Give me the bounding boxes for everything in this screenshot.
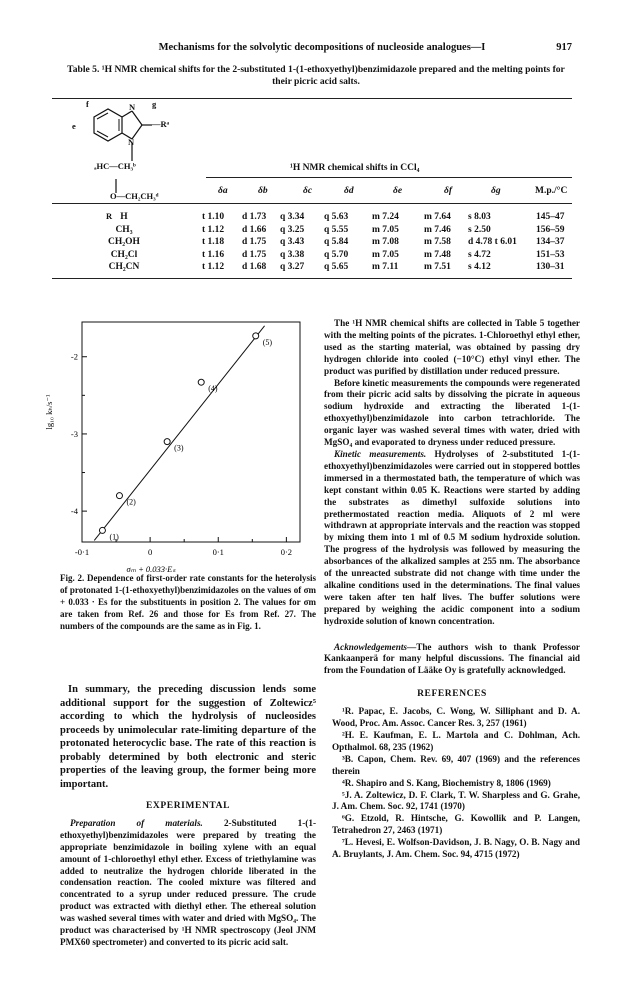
kinetic-text: Hydrolyses of 2-substituted 1-(1-ethoxyethyl)benzimidazoles were carried out in stoppered bottles immersed in a thermostated bath, the temperature of which was kept constant within 0.05 K. Reactions were started by adding the substrates as dimethyl sulfoxide solutions into prethermostated reaction media. Aliquots of 2 ml were withdrawn at appropriate intervals and the reaction was stopped by mixing them into 1 ml of 0.5 M sodium hydroxide solution. The progress of the hydrolysis was followed by measuring the absorbances of the alkalized samples at 255 nm. The absorbance of the unreacted substrate did not change with time under the alkaline conditions used in the determinations. The final values were taken after ten half lives. The buffer solutions were prepared by weighing the acidic component into a sodium hydroxide solution of known concentration. [324, 448, 580, 626]
preparation-paragraph [60, 818, 316, 949]
table-cell-d: q 5.70 [324, 249, 349, 260]
table-cell-g: s 4.12 [468, 262, 491, 273]
kinetic-paragraph [324, 449, 580, 628]
table-cell-d: q 5.84 [324, 237, 349, 248]
table-cell-b: d 1.66 [242, 224, 267, 235]
table-cell-r: H [120, 212, 128, 222]
table-cell-c: q 3.25 [280, 224, 305, 235]
page-number: 917 [556, 42, 572, 53]
table-cell-c: q 3.43 [280, 237, 305, 248]
data-point [198, 379, 204, 385]
label-ethyl-ring: ₐHC—CH₃ᵇ [94, 161, 136, 171]
reference-item: ⁴R. Shapiro and S. Kang, Biochemistry 8, 1806 (1969) [342, 777, 551, 788]
table-cell-mp: 156–59 [536, 224, 565, 235]
label-f: f [86, 99, 89, 109]
acknowledgements-title: Acknowledgements [334, 641, 407, 652]
data-point [99, 527, 105, 533]
table-cell-r: CH₂Cl [110, 249, 138, 260]
plot-frame [82, 322, 300, 542]
label-e: e [72, 121, 76, 131]
table-cell-a: t 1.18 [202, 237, 225, 248]
nmr-paragraph: The ¹H NMR chemical shifts are collected in Table 5 together with the melting points of the picrates. 1-Chloroethyl ethyl ether, used as the starting material, was obtained by passing dry hydrogen chloride into cooled (−10°C) ethyl vinyl ether. The product was purified by distillation under reduced pressure. [324, 318, 580, 376]
table-cell-mp: 134–37 [536, 237, 565, 248]
col-head-f: δf [444, 186, 453, 196]
table-cell-r: CH₃ [115, 224, 133, 235]
table-cell-g: d 4.78 t 6.01 [468, 237, 517, 248]
table-row [52, 262, 572, 274]
table-cell-e: m 7.08 [372, 237, 399, 248]
table-cell-e: m 7.05 [372, 224, 399, 235]
table-cell-g: s 4.72 [468, 249, 491, 260]
table-row [52, 250, 572, 262]
table-cell-a: t 1.12 [202, 224, 225, 235]
reference-item: ²H. E. Kaufman, E. L. Martola and C. Dohlman, Ach. Opthalmol. 68, 235 (1962) [332, 730, 580, 752]
table-cell-f: m 7.58 [424, 237, 451, 248]
col-head-d: δd [344, 186, 354, 196]
table-row [52, 212, 572, 224]
kinetic-title: Kinetic measurements. [334, 448, 427, 459]
point-label: (2) [126, 497, 136, 507]
table-bottom-rule [52, 278, 572, 279]
table-cell-c: q 3.34 [280, 212, 305, 222]
data-point [253, 333, 259, 339]
running-head: Mechanisms for the solvolytic decompositions of nucleoside analogues—I [158, 42, 486, 53]
table-cell-r: CH₂CN [108, 262, 140, 273]
table-cell-g: s 2.50 [468, 224, 491, 235]
point-label: (5) [262, 337, 273, 347]
x-tick-label: -0·1 [74, 547, 90, 557]
figure-2 [38, 316, 313, 578]
table-cell-d: q 5.63 [324, 212, 349, 222]
table-row [52, 225, 572, 237]
col-head-a: δa [218, 186, 228, 196]
y-axis-label: lg₁₀ kₕ/s⁻¹ [44, 394, 54, 430]
left-column [60, 683, 316, 949]
right-column [324, 318, 580, 861]
col-head-g: δg [491, 186, 501, 196]
reference-item: ³B. Capon, Chem. Rev. 69, 407 (1969) and the references therein [332, 753, 580, 776]
data-point [164, 439, 170, 445]
table-row [52, 237, 572, 249]
label-ra: —Rᵃ [152, 119, 170, 129]
nmr-header-rule [206, 177, 572, 178]
label-g: g [152, 99, 157, 109]
table-cell-f: m 7.51 [424, 262, 451, 273]
structure-drawing [66, 99, 206, 229]
point-label: (4) [208, 384, 218, 394]
table-cell-e: m 7.24 [372, 212, 399, 222]
x-tick-label: 0·2 [280, 547, 293, 557]
summary-paragraph: In summary, the preceding discussion lends some additional support for the suggestion of Zoltewicz⁵ according to which the hydrolysis of nucleosides proceeds by unimolecular rate-limiting departure of the protonated heterocyclic base. The rate of this reaction is probably determined by both electronic and steric properties of the leaving group, the former being more important. [60, 684, 316, 790]
table-cell-f: m 7.46 [424, 224, 451, 235]
label-ethoxy: O—CH₂CH₃ᵈ [110, 191, 159, 201]
table-cell-mp: 130–31 [536, 262, 565, 273]
label-r: R [106, 211, 113, 221]
table-cell-mp: 151–53 [536, 249, 565, 260]
table-cell-a: t 1.12 [202, 262, 225, 273]
table-cell-d: q 5.55 [324, 224, 349, 235]
table-cell-c: q 3.27 [280, 262, 305, 273]
references-heading: REFERENCES [417, 689, 487, 700]
col-head-e: δe [393, 186, 403, 196]
col-head-mp: M.p./°C [535, 186, 568, 196]
point-label: (3) [174, 443, 184, 453]
table-cell-c: q 3.38 [280, 249, 305, 260]
table-cell-a: t 1.10 [202, 212, 225, 222]
acknowledgements-text: —The authors wish to thank Professor Kankaanperä for many helpful discussions. The financial aid from the Foundation of Lääke Oy is gratefully acknowledged. [324, 641, 580, 676]
table-cell-b: d 1.73 [242, 212, 267, 222]
rate-constant-plot [38, 316, 313, 578]
preparation-title: Preparation of materials. [70, 817, 203, 828]
x-axis-label: σₘ + 0.033·Eₛ [126, 564, 176, 574]
table-cell-f: m 7.48 [424, 249, 451, 260]
table-cell-mp: 145–47 [536, 212, 565, 222]
y-tick-label: -4 [70, 506, 78, 517]
table-caption: Table 5. ¹H NMR chemical shifts for the 2-substituted 1-(1-ethoxyethyl)benzimidazole prepared and the melting points for their picric acid salts. [67, 64, 565, 87]
table-cell-b: d 1.68 [242, 262, 267, 273]
benzimidazole-structure [66, 99, 206, 229]
x-tick-label: 0 [148, 547, 153, 557]
label-n3: N [129, 102, 136, 112]
acknowledgements-paragraph [324, 642, 580, 678]
col-head-c: δc [303, 186, 313, 196]
reference-item: ⁷L. Hevesi, E. Wolfson-Davidson, J. B. Nagy, O. B. Nagy and A. Bruylants, J. Am. Chem. Soc. 94, 4715 (1972) [332, 837, 580, 860]
table-cell-a: t 1.16 [202, 249, 225, 260]
fit-line [94, 326, 264, 541]
reference-item: ⁵J. A. Zoltewicz, D. F. Clark, T. W. Sharpless and G. Grahe, J. Am. Chem. Soc. 92, 1741 (1970) [332, 789, 580, 812]
y-tick-label: -3 [70, 428, 78, 439]
regeneration-paragraph: Before kinetic measurements the compounds were regenerated from their picric acid salts by dissolving the picrate in aqueous sodium hydroxide and extracting the liberated 1-(1-ethoxyethyl)benzimidazole into carbon tetrachloride. The organic layer was washed several times with water, dried with MgSO₄ and evaporated to dryness under reduced pressure. [324, 377, 580, 448]
preparation-text: 2-Substituted 1-(1-ethoxyethyl)benzimidazoles were prepared by treating the appropriate benzimidazole in boiling xylene with an equal amount of 1-chloroethyl ethyl ether. Excess of triethylamine was added to neutralize the hydrogen chloride liberated in the condensation reaction. The cooled mixture was filtered and concentrated to a syrup under reduced pressure. The crude product was extracted with diethyl ether. The ethereal solution was washed several times with water and dried with MgSO₄. The product was characterised by ¹H NMR spectroscopy (Jeol JNM PMX60 spectrometer) and converted to its picric acid salt. [60, 817, 316, 947]
table-cell-d: q 5.65 [324, 262, 349, 273]
experimental-heading: EXPERIMENTAL [145, 801, 231, 811]
table-cell-r: CH₂OH [108, 237, 140, 248]
table-cell-e: m 7.11 [372, 262, 399, 273]
point-label: (1) [109, 532, 119, 542]
table-cell-b: d 1.75 [242, 249, 267, 260]
data-point [116, 493, 122, 499]
table-cell-b: d 1.75 [242, 237, 267, 248]
table-cell-g: s 8.03 [468, 212, 491, 222]
table-cell-f: m 7.64 [424, 212, 451, 222]
reference-item: ⁶G. Etzold, R. Hintsche, G. Kowollik and P. Langen, Tetrahedron 27, 2463 (1971) [332, 813, 580, 836]
reference-list [324, 706, 580, 861]
figure-caption: Fig. 2. Dependence of first-order rate constants for the heterolysis of protonated 1-(1-ethoxyethyl)benzimidazoles on the values of σm + 0.033 · Es for the substituents in position 2. The values for σm are taken from Ref. 26 and those for Es from Ref. 27. The numbers of the compounds are the same as in Fig. 1. [60, 573, 316, 631]
x-tick-label: 0·1 [212, 547, 224, 557]
y-tick-label: -2 [70, 351, 78, 362]
reference-item: ¹R. Papac, E. Jacobs, C. Wong, W. Silliphant and D. A. Wood, Proc. Am. Assoc. Cancer Res. 3, 257 (1961) [332, 706, 580, 729]
label-n1: N [128, 137, 135, 147]
col-head-b: δb [258, 186, 268, 196]
nmr-header: ¹H NMR chemical shifts in CCl₄ [290, 163, 420, 173]
table-cell-e: m 7.05 [372, 249, 399, 260]
